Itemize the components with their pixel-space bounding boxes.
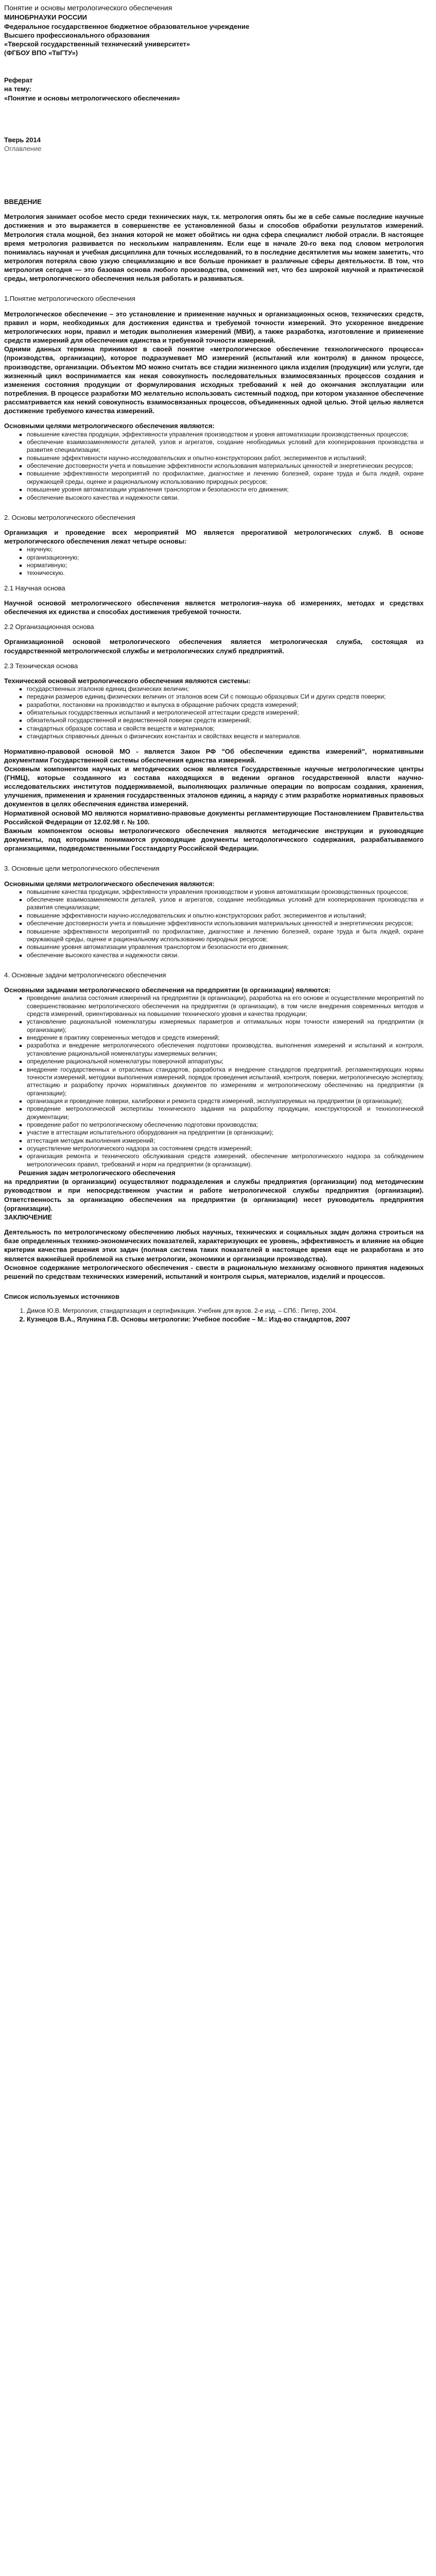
sources-list <box>4 1307 424 1324</box>
section-2-foundations-list <box>4 546 424 577</box>
list-item: ▪ обеспечение высокого качества и надежности связи. <box>27 952 424 959</box>
section-4-heading: 4. Основные задачи метрологического обеспечения <box>4 971 166 979</box>
section-1-goals-list <box>4 431 424 502</box>
list-item: ▪ нормативную; <box>27 562 424 569</box>
list-item: ▪ повышение эффективности научно-исследовательских и опытно-конструкторских работ, экспериментов и испытаний; <box>27 454 424 462</box>
list-item: ▪ участие в аттестации испытательного оборудования на предприятии (в организации); <box>27 1129 424 1137</box>
section-4-1-paragraph: на предприятии (в организации) осуществляют подразделения и службы предприятия (организации) под методическим руководством и при непосредственном участии и работе метрологической службы предприятия (организации). Ответственность за организацию обеспечения на предприятии (в организации) несет руководитель предприятия (организации). <box>4 1178 424 1212</box>
list-item: ▪ обеспечение достоверности учета и повышение эффективности использования материальных ценностей и энергетических ресурсов; <box>27 920 424 927</box>
section-1-paragraph-1: Метрологическое обеспечение – это установление и применение научных и организационных основ, технических средств, правил и норм, необходимых для достижения единства и требуемой точности измерений. Это ускоренное внедрение метрологических норм, правил и методик выполнения измерений (МВИ), а также разработка, изготовление и применение средств измерений для обеспечения единства и требуемой точности измерений. <box>4 310 424 345</box>
list-item: ▪ организация ремонта и технического обслуживания средств измерений, обеспечение метрологического надзора за соблюдением метрологических правил, требований и норм на предприятии (в организации). <box>27 1153 424 1168</box>
list-item: ▪ повышение эффективности мероприятий по профилактике, диагностике и лечению болезней, охране труда и быта людей, охране окружающей среды, оценке и рациональному использованию природных ресурсов; <box>27 928 424 944</box>
section-1-goals-heading: Основными целями метрологического обеспечения являются: <box>4 422 215 430</box>
university-name-line: «Тверской государственный технический университет» <box>4 40 190 48</box>
section-2-heading: 2. Основы метрологического обеспечения <box>4 513 135 521</box>
section-4-paragraph: Основными задачами метрологического обеспечения на предприятии (в организации) являются: <box>4 986 331 994</box>
list-item: ▪ научную; <box>27 546 424 553</box>
institution-type-line: Федеральное государственное бюджетное образовательное учреждение <box>4 22 250 30</box>
section-2-1-heading: 2.1 Научная основа <box>4 584 65 592</box>
section-2-methodical-paragraph: Важным компонентом основы метрологического обеспечения являются методические инструкции и руководящие документы, под которыми понимаются руководящие документы методологического содержания, разрабатываемого организациями, подведомственными Госстандарту Российской Федерации. <box>4 826 424 853</box>
conclusion-heading: ЗАКЛЮЧЕНИЕ <box>4 1213 53 1221</box>
section-4-tasks-list <box>4 994 424 1168</box>
list-item: ▪ обеспечение высокого качества и надежности связи. <box>27 494 424 502</box>
list-item: ▪ повышение уровня автоматизации управления транспортом и безопасности его движения; <box>27 943 424 951</box>
section-2-legal-paragraph: Нормативно-правовой основой МО - является Закон РФ "Об обеспечении единства измерений", нормативными документами Государственной системы обеспечения единства измерений. <box>4 747 424 764</box>
city-year: Тверь 2014 <box>4 135 41 144</box>
list-item: ▪ определение рациональной номенклатуры поверочной аппаратуры; <box>27 1058 424 1065</box>
list-item: ▪ стандартных образцов состава и свойств веществ и материалов; <box>27 725 424 733</box>
list-item: ▪ разработки, постановки на производство и выпуска в обращение рабочих средств измерений; <box>27 701 424 709</box>
list-item: ▪ внедрение в практику современных методов и средств измерений; <box>27 1034 424 1042</box>
section-2-3-heading: 2.3 Техническая основа <box>4 662 78 670</box>
intro-text: Метрология занимает особое место среди технических наук, т.к. метрология опять бы же в себе самые последние научные достижения и это выражается в совершенстве ее установленной базы и способов обработки результатов измерений. Метрология стала мощной, без знания которой не может обойтись ни одна сфера специалист любой отрасли. В настоящее время метрология развивается по нескольким направлениям. Если еще в начале 20-го века под словом метрология понималась научная и учебная дисциплина для точных исследований, то в последние десятилетия мы можем заметить, что метрология потеряла свою узкую специализацию и все больше проникает в различные сферы деятельности. В том, что метрология сегодня — это базовая основа любого производства, сомнений нет, что без широкой научной и практической среды, метрологического обеспечения нельзя работать и развиваться. <box>4 213 424 283</box>
list-item: ▪ осуществление метрологического надзора за состоянием средств измерений; <box>27 1145 424 1153</box>
list-item: ▪ повышение уровня автоматизации управления транспортом и безопасности его движения; <box>27 486 424 494</box>
section-2-1-paragraph: Научной основой метрологического обеспечения является метрология–наука об измерениях, методах и средствах обеспечения их единства и способах достижения требуемой точности. <box>4 599 424 616</box>
section-1-paragraph-2: Одними данных термина принимают в своей понятие «метрологическое обеспечение технологического процесса» (производства, организации), которое подразумевает МО измерений (испытаний или контроля) в данном процессе, производстве, организации. Объектом МО можно считать все стадии жизненного цикла изделия (продукции) или услуги, где жизненный цикл воспринимается как некая совокупность последовательных взаимосвязанных процессов создания и изменения состояния продукции от формулирования исходных требований к ней до окончания эксплуатации или потребления. В процессе разработки МО желательно использовать системный подход, при котором указанное обеспечение рассматривается как некий совокупность взаимосвязанных процессов, объединенных одной целью. Этой целью является достижение требуемого качества измерений. <box>4 345 424 415</box>
list-item: ▪ разработка и внедрение метрологического обеспечения подготовки производства, выполнения измерений и испытаний и контроля, установление рациональной номенклатуры измеряемых величин; <box>27 1042 424 1058</box>
section-2-2-heading: 2.2 Организационная основа <box>4 623 94 631</box>
list-item: ▪ повышение качества продукции, эффективности управления производством и уровня автоматизации производственных процессов; <box>27 431 424 438</box>
list-item: ▪ организация и проведение поверки, калибровки и ремонта средств измерений, эксплуатируемых на предприятии (в организации); <box>27 1097 424 1105</box>
list-item: ▪ проведение работ по метрологическому обеспечению подготовки производства; <box>27 1121 424 1129</box>
list-item: ▪ обеспечение взаимозаменяемости деталей, узлов и агрегатов, создание необходимых условий для кооперирования производства и развития специализации; <box>27 896 424 912</box>
list-item: ▪ повышение качества продукции, эффективности управления производством и уровня автоматизации производственных процессов; <box>27 888 424 896</box>
list-item: ▪ внедрение государственных и отраслевых стандартов, разработка и внедрение стандартов предприятий, регламентирующих нормы точности измерений, методики выполнения измерений, порядок проведения испытаний, контроля, поверки, метрологическую экспертизу, аттестацию и разработку прочих нормативных документов по измерениям и метрологическому обеспечению на предприятии (в организации); <box>27 1066 424 1097</box>
ref-topic: «Понятие и основы метрологического обеспечения» <box>4 94 180 102</box>
ministry-line: МИНОБРНАУКИ РОССИИ <box>4 13 88 22</box>
section-2-normative-paragraph: Нормативной основой МО являются нормативно-правовые документы регламентирующие Постановлением Правительства Российской Федерации от 12.02.98 г. № 100. <box>4 809 424 826</box>
list-item: ▪ обязательных государственных испытаний и метрологической аттестации средств измерений; <box>27 709 424 717</box>
list-item: 1. Димов Ю.В. Метрология, стандартизация и сертификация. Учебник для вузов. 2-е изд. – СПб.: Питер, 2004. <box>27 1307 424 1315</box>
list-item: ▪ техническую. <box>27 569 424 577</box>
list-item: ▪ обязательной государственной и ведомственной поверки средств измерений; <box>27 717 424 724</box>
section-1-heading: 1.Понятие метрологического обеспечения <box>4 295 135 303</box>
list-item: ▪ организационную; <box>27 554 424 562</box>
section-2-3-paragraph: Технической основой метрологического обеспечения являются системы: <box>4 676 251 685</box>
list-item: ▪ стандартных справочных данных о физических константах и свойствах веществ и материалов. <box>27 733 424 740</box>
section-3-heading: 3. Основные цели метрологического обеспечения <box>4 865 160 873</box>
section-2-centers-paragraph: Основным компонентом научных и методических основ является Государственные научные метрологические центры (ГНМЦ), которые созданного из состава находящихся в ведении органов государственной власти научно-исследовательских институтов поддерживаемой, выполняющих различные операции по вопросам создания, хранения, улучшения, применения и хранения государственных эталонов единиц, а наряду с этим разработке нормативных правовых документов в целях обеспечения единства измерений. <box>4 765 424 808</box>
list-item: ▪ установление рациональной номенклатуры измеряемых параметров и оптимальных норм точности измерений на предприятии (в организации); <box>27 1018 424 1034</box>
ref-subject-label: на тему: <box>4 85 31 93</box>
list-item: ▪ передачи размеров единиц физических величин от эталонов всем СИ с помощью образцовых СИ и других средств поверки; <box>27 693 424 701</box>
section-3-goals-list <box>4 888 424 959</box>
conclusion-paragraph-2: Основное содержание метрологического обеспечения - свести в рациональную механизму основного принятия надежных решений по средствам технических измерений, испытаний и контроля сырья, материалов, изделий и процессов. <box>4 1263 424 1280</box>
section-2-3-systems-list <box>4 685 424 741</box>
ref-label: Реферат <box>4 76 33 84</box>
list-item: 2. Кузнецов В.А., Ялунина Г.В. Основы метрологии: Учебное пособие – М.: Изд-во стандартов, 2007 <box>27 1315 424 1324</box>
education-level-line: Высшего профессионального образования <box>4 31 150 39</box>
list-item: ▪ проведение метрологической экспертизы технического задания на разработку продукции, конструкторской и технологической документации; <box>27 1105 424 1121</box>
section-2-paragraph: Организация и проведение всех мероприятий МО является прерогативой метрологических служб. В основе метрологического обеспечения лежат четыре основы: <box>4 529 424 546</box>
toc-label: Оглавление <box>4 144 42 152</box>
list-item: ▪ обеспечение взаимозаменяемости деталей, узлов и агрегатов, создание необходимых условий для кооперирования производства и развития специализации; <box>27 438 424 454</box>
section-4-1-heading: Решения задач метрологического обеспечения <box>19 1169 176 1177</box>
sources-heading: Список используемых источников <box>4 1293 119 1301</box>
list-item: ▪ обеспечение достоверности учета и повышение эффективности использования материальных ценностей и энергетических ресурсов; <box>27 462 424 470</box>
section-3-goals-heading: Основными целями метрологического обеспечения являются: <box>4 879 215 888</box>
list-item: ▪ повышение эффективности мероприятий по профилактике, диагностике и лечению болезней, охране труда и быта людей, охране окружающей среды, оценке и рациональному использованию природных ресурсов; <box>27 470 424 486</box>
intro-heading: ВВЕДЕНИЕ <box>4 198 42 206</box>
list-item: ▪ аттестация методик выполнения измерений; <box>27 1137 424 1145</box>
list-item: ▪ повышение эффективности научно-исследовательских и опытно-конструкторских работ, экспериментов и испытаний; <box>27 912 424 920</box>
list-item: ▪ государственных эталонов единиц физических величин; <box>27 685 424 693</box>
conclusion-paragraph-1: Деятельность по метрологическому обеспечению любых научных, технических и социальных задач должна строиться на базе определенных технико-экономических показателей, характеризующих ее уровень, эффективность и влияние на общие критерии качества решения этих задач (полная система таких показателей в настоящее время еще не разработана и это является важнейшей проблемой на стыке метрологии, экономики и организации производства). <box>4 1228 424 1263</box>
list-item: ▪ проведение анализа состояния измерений на предприятии (в организации), разработка на его основе и осуществление мероприятий по совершенствованию метрологического обеспечения на предприятии (в организации), в том числе внедрения современных методов и средств измерений, ориентированных на повышение технического уровня и качества продукции; <box>27 994 424 1018</box>
university-abbr-line: (ФГБОУ ВПО «ТвГТУ») <box>4 49 78 57</box>
section-2-2-paragraph: Организационной основой метрологического обеспечения является метрологическая служба, состоящая из государственной метрологической службы и метрологических служб предприятий. <box>4 638 424 655</box>
document-title: Понятие и основы метрологического обеспечения <box>4 4 172 12</box>
